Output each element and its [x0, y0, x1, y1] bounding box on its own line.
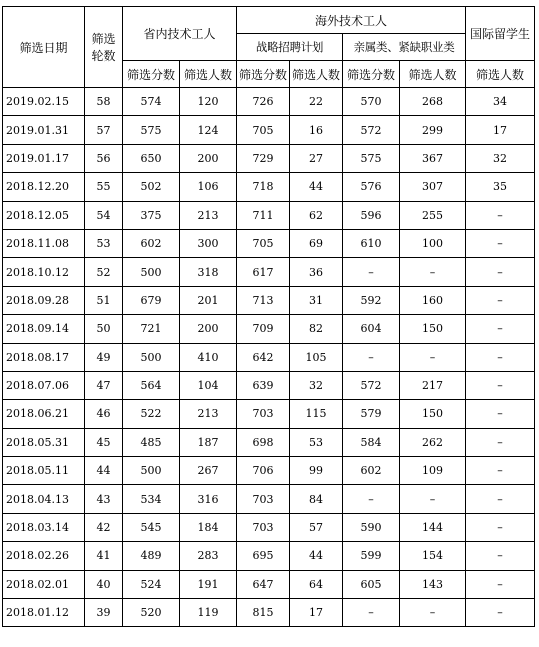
date-cell: 2018.04.13: [3, 485, 85, 513]
relative-count-cell: 307: [400, 173, 466, 201]
domestic-score-cell: 375: [123, 201, 180, 229]
round-cell: 49: [85, 343, 123, 371]
domestic-count-cell: 201: [180, 286, 237, 314]
relative-score-cell: 570: [343, 88, 400, 116]
table-body: [3, 88, 535, 627]
domestic-score-cell: 520: [123, 599, 180, 627]
strategic-count-cell: 32: [290, 371, 343, 399]
relative-score-cell: 584: [343, 428, 400, 456]
relative-score-cell: –: [343, 485, 400, 513]
round-cell: 57: [85, 116, 123, 144]
header-strategic-count: 筛选人数: [290, 61, 343, 88]
date-cell: 2018.05.11: [3, 457, 85, 485]
header-domestic: 省内技术工人: [123, 7, 237, 61]
relative-count-cell: –: [400, 258, 466, 286]
date-cell: 2018.09.28: [3, 286, 85, 314]
date-cell: 2018.03.14: [3, 513, 85, 541]
relative-count-cell: 299: [400, 116, 466, 144]
relative-count-cell: 268: [400, 88, 466, 116]
international-count-cell: –: [466, 428, 535, 456]
domestic-score-cell: 522: [123, 400, 180, 428]
table-row: [3, 201, 535, 229]
domestic-count-cell: 191: [180, 570, 237, 598]
domestic-score-cell: 500: [123, 343, 180, 371]
relative-score-cell: 604: [343, 315, 400, 343]
relative-score-cell: 572: [343, 116, 400, 144]
international-count-cell: –: [466, 457, 535, 485]
round-cell: 46: [85, 400, 123, 428]
international-count-cell: –: [466, 599, 535, 627]
international-count-cell: –: [466, 371, 535, 399]
date-cell: 2018.11.08: [3, 229, 85, 257]
table-row: [3, 485, 535, 513]
relative-count-cell: –: [400, 599, 466, 627]
relative-score-cell: 610: [343, 229, 400, 257]
round-cell: 51: [85, 286, 123, 314]
domestic-count-cell: 120: [180, 88, 237, 116]
international-count-cell: –: [466, 286, 535, 314]
relative-score-cell: –: [343, 258, 400, 286]
domestic-count-cell: 119: [180, 599, 237, 627]
round-cell: 56: [85, 144, 123, 172]
domestic-count-cell: 200: [180, 144, 237, 172]
round-cell: 58: [85, 88, 123, 116]
table-row: [3, 542, 535, 570]
header-round-line1: 筛选: [91, 32, 116, 46]
strategic-count-cell: 53: [290, 428, 343, 456]
domestic-count-cell: 213: [180, 201, 237, 229]
relative-count-cell: 150: [400, 315, 466, 343]
international-count-cell: 35: [466, 173, 535, 201]
table-row: [3, 457, 535, 485]
strategic-count-cell: 62: [290, 201, 343, 229]
international-count-cell: 32: [466, 144, 535, 172]
strategic-score-cell: 711: [237, 201, 290, 229]
table-row: [3, 513, 535, 541]
date-cell: 2019.01.17: [3, 144, 85, 172]
domestic-count-cell: 106: [180, 173, 237, 201]
date-cell: 2018.09.14: [3, 315, 85, 343]
international-count-cell: –: [466, 258, 535, 286]
table-row: [3, 400, 535, 428]
domestic-count-cell: 300: [180, 229, 237, 257]
table-row: [3, 144, 535, 172]
header-relative: 亲属类、紧缺职业类: [343, 34, 466, 61]
relative-count-cell: 367: [400, 144, 466, 172]
date-cell: 2018.01.12: [3, 599, 85, 627]
domestic-count-cell: 124: [180, 116, 237, 144]
relative-score-cell: 605: [343, 570, 400, 598]
domestic-score-cell: 500: [123, 258, 180, 286]
relative-count-cell: 143: [400, 570, 466, 598]
domestic-count-cell: 318: [180, 258, 237, 286]
strategic-count-cell: 99: [290, 457, 343, 485]
domestic-count-cell: 213: [180, 400, 237, 428]
relative-count-cell: 217: [400, 371, 466, 399]
table-row: [3, 116, 535, 144]
relative-count-cell: 160: [400, 286, 466, 314]
domestic-score-cell: 602: [123, 229, 180, 257]
strategic-count-cell: 64: [290, 570, 343, 598]
round-cell: 39: [85, 599, 123, 627]
international-count-cell: –: [466, 485, 535, 513]
international-count-cell: –: [466, 570, 535, 598]
domestic-score-cell: 502: [123, 173, 180, 201]
strategic-count-cell: 82: [290, 315, 343, 343]
strategic-count-cell: 16: [290, 116, 343, 144]
round-cell: 45: [85, 428, 123, 456]
strategic-count-cell: 44: [290, 542, 343, 570]
header-round: [85, 7, 123, 88]
domestic-score-cell: 524: [123, 570, 180, 598]
relative-score-cell: 596: [343, 201, 400, 229]
strategic-score-cell: 729: [237, 144, 290, 172]
relative-score-cell: –: [343, 343, 400, 371]
table-row: [3, 343, 535, 371]
strategic-score-cell: 642: [237, 343, 290, 371]
header-overseas: 海外技术工人: [237, 7, 466, 34]
strategic-score-cell: 815: [237, 599, 290, 627]
header-round-line2: 轮数: [91, 49, 116, 63]
international-count-cell: –: [466, 201, 535, 229]
strategic-count-cell: 57: [290, 513, 343, 541]
date-cell: 2018.10.12: [3, 258, 85, 286]
table-row: [3, 258, 535, 286]
date-cell: 2018.08.17: [3, 343, 85, 371]
round-cell: 44: [85, 457, 123, 485]
strategic-count-cell: 36: [290, 258, 343, 286]
table-row: [3, 371, 535, 399]
strategic-score-cell: 703: [237, 513, 290, 541]
date-cell: 2018.02.01: [3, 570, 85, 598]
header-international: 国际留学生: [466, 7, 535, 61]
strategic-count-cell: 115: [290, 400, 343, 428]
date-cell: 2018.12.05: [3, 201, 85, 229]
round-cell: 43: [85, 485, 123, 513]
domestic-score-cell: 574: [123, 88, 180, 116]
domestic-score-cell: 650: [123, 144, 180, 172]
strategic-score-cell: 639: [237, 371, 290, 399]
domestic-count-cell: 184: [180, 513, 237, 541]
domestic-score-cell: 575: [123, 116, 180, 144]
table-header: [3, 7, 535, 88]
relative-count-cell: 154: [400, 542, 466, 570]
strategic-score-cell: 703: [237, 400, 290, 428]
international-count-cell: –: [466, 315, 535, 343]
header-international-count: 筛选人数: [466, 61, 535, 88]
domestic-count-cell: 104: [180, 371, 237, 399]
domestic-count-cell: 283: [180, 542, 237, 570]
domestic-count-cell: 200: [180, 315, 237, 343]
domestic-count-cell: 410: [180, 343, 237, 371]
relative-count-cell: 150: [400, 400, 466, 428]
round-cell: 53: [85, 229, 123, 257]
table-row: [3, 88, 535, 116]
domestic-count-cell: 316: [180, 485, 237, 513]
relative-count-cell: –: [400, 485, 466, 513]
international-count-cell: 17: [466, 116, 535, 144]
table-row: [3, 599, 535, 627]
relative-count-cell: 144: [400, 513, 466, 541]
round-cell: 52: [85, 258, 123, 286]
header-strategic: 战略招聘计划: [237, 34, 343, 61]
domestic-score-cell: 485: [123, 428, 180, 456]
strategic-count-cell: 27: [290, 144, 343, 172]
strategic-score-cell: 705: [237, 116, 290, 144]
relative-score-cell: 579: [343, 400, 400, 428]
round-cell: 55: [85, 173, 123, 201]
strategic-score-cell: 713: [237, 286, 290, 314]
strategic-score-cell: 695: [237, 542, 290, 570]
header-relative-score: 筛选分数: [343, 61, 400, 88]
round-cell: 54: [85, 201, 123, 229]
domestic-score-cell: 500: [123, 457, 180, 485]
table-row: [3, 315, 535, 343]
relative-score-cell: 599: [343, 542, 400, 570]
table-container: [2, 6, 535, 627]
round-cell: 47: [85, 371, 123, 399]
date-cell: 2018.02.26: [3, 542, 85, 570]
round-cell: 40: [85, 570, 123, 598]
relative-count-cell: –: [400, 343, 466, 371]
draw-results-table: [2, 6, 535, 627]
round-cell: 41: [85, 542, 123, 570]
strategic-count-cell: 22: [290, 88, 343, 116]
date-cell: 2019.01.31: [3, 116, 85, 144]
header-date: 筛选日期: [3, 7, 85, 88]
header-domestic-count: 筛选人数: [180, 61, 237, 88]
strategic-score-cell: 718: [237, 173, 290, 201]
table-row: [3, 173, 535, 201]
table-row: [3, 229, 535, 257]
strategic-score-cell: 726: [237, 88, 290, 116]
relative-score-cell: 575: [343, 144, 400, 172]
relative-score-cell: 576: [343, 173, 400, 201]
relative-score-cell: –: [343, 599, 400, 627]
strategic-score-cell: 706: [237, 457, 290, 485]
strategic-score-cell: 705: [237, 229, 290, 257]
date-cell: 2018.06.21: [3, 400, 85, 428]
table-row: [3, 428, 535, 456]
date-cell: 2019.02.15: [3, 88, 85, 116]
relative-score-cell: 602: [343, 457, 400, 485]
table-row: [3, 570, 535, 598]
international-count-cell: 34: [466, 88, 535, 116]
date-cell: 2018.07.06: [3, 371, 85, 399]
domestic-score-cell: 564: [123, 371, 180, 399]
international-count-cell: –: [466, 513, 535, 541]
strategic-count-cell: 44: [290, 173, 343, 201]
relative-count-cell: 262: [400, 428, 466, 456]
domestic-count-cell: 187: [180, 428, 237, 456]
strategic-score-cell: 698: [237, 428, 290, 456]
strategic-score-cell: 647: [237, 570, 290, 598]
relative-count-cell: 255: [400, 201, 466, 229]
domestic-score-cell: 489: [123, 542, 180, 570]
strategic-count-cell: 105: [290, 343, 343, 371]
strategic-score-cell: 709: [237, 315, 290, 343]
relative-score-cell: 592: [343, 286, 400, 314]
domestic-count-cell: 267: [180, 457, 237, 485]
round-cell: 50: [85, 315, 123, 343]
date-cell: 2018.05.31: [3, 428, 85, 456]
strategic-score-cell: 703: [237, 485, 290, 513]
round-cell: 42: [85, 513, 123, 541]
domestic-score-cell: 721: [123, 315, 180, 343]
international-count-cell: –: [466, 400, 535, 428]
domestic-score-cell: 679: [123, 286, 180, 314]
domestic-score-cell: 534: [123, 485, 180, 513]
domestic-score-cell: 545: [123, 513, 180, 541]
header-relative-count: 筛选人数: [400, 61, 466, 88]
relative-score-cell: 572: [343, 371, 400, 399]
strategic-count-cell: 84: [290, 485, 343, 513]
relative-score-cell: 590: [343, 513, 400, 541]
header-domestic-score: 筛选分数: [123, 61, 180, 88]
international-count-cell: –: [466, 343, 535, 371]
strategic-count-cell: 69: [290, 229, 343, 257]
table-row: [3, 286, 535, 314]
strategic-count-cell: 31: [290, 286, 343, 314]
date-cell: 2018.12.20: [3, 173, 85, 201]
relative-count-cell: 109: [400, 457, 466, 485]
international-count-cell: –: [466, 542, 535, 570]
strategic-count-cell: 17: [290, 599, 343, 627]
international-count-cell: –: [466, 229, 535, 257]
relative-count-cell: 100: [400, 229, 466, 257]
strategic-score-cell: 617: [237, 258, 290, 286]
header-strategic-score: 筛选分数: [237, 61, 290, 88]
